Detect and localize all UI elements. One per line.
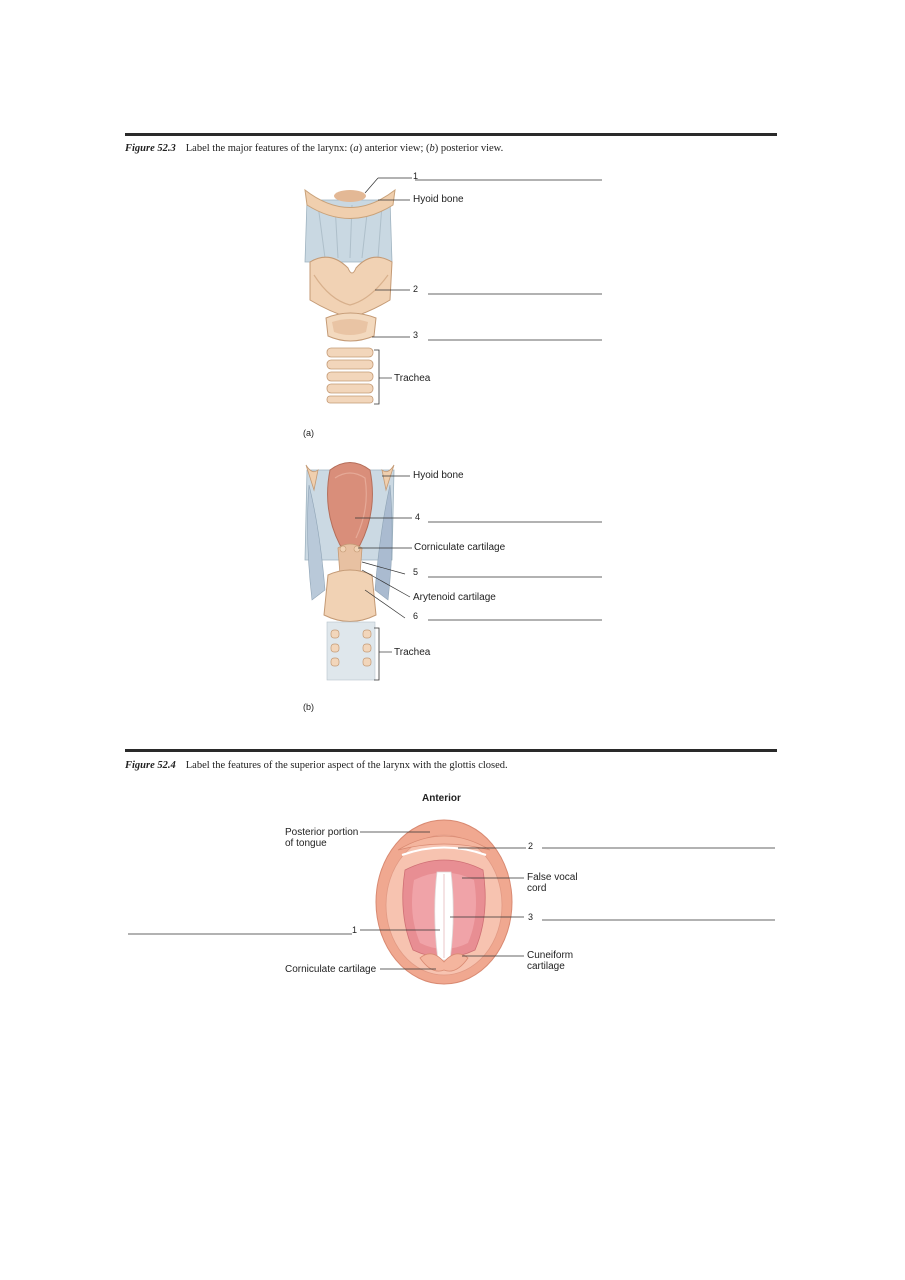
label-posterior-portion-of-tongue: Posterior portion of tongue (285, 827, 359, 849)
blank-2-number: 2 (413, 284, 419, 294)
blank-1-number: 1 (413, 171, 419, 181)
larynx-superior-illustration (128, 820, 775, 984)
label-corniculate-cartilage-posterior: Corniculate cartilage (414, 542, 506, 553)
label-trachea-anterior: Trachea (394, 373, 431, 384)
panel-a-label: (a) (303, 428, 314, 438)
label-arytenoid-cartilage: Arytenoid cartilage (413, 592, 496, 603)
larynx-posterior-illustration (305, 463, 602, 681)
figure-52-3-caption: Figure 52.3 Label the major features of the larynx: (a) anterior view; (b) posterior view. (125, 143, 504, 154)
blank-5-number: 5 (413, 567, 419, 577)
figure-52-4-number: Figure 52.4 (125, 760, 176, 771)
panel-b-label: (b) (303, 702, 314, 712)
label-cuneiform-cartilage: Cuneiform cartilage (527, 950, 574, 972)
blank-4-number: 4 (415, 512, 421, 522)
label-false-vocal-cord: False vocal cord (527, 872, 578, 894)
label-trachea-posterior: Trachea (394, 647, 431, 658)
figure-52-3-number: Figure 52.3 (125, 143, 176, 154)
top-rule-figure-52-4 (125, 749, 777, 752)
label-hyoid-bone-posterior: Hyoid bone (413, 470, 464, 481)
fig4-blank-2-number: 2 (528, 841, 534, 851)
label-hyoid-bone-anterior: Hyoid bone (413, 194, 464, 205)
larynx-anterior-illustration (305, 178, 602, 404)
label-corniculate-cartilage-superior: Corniculate cartilage (285, 964, 377, 975)
orientation-anterior: Anterior (422, 793, 461, 804)
figure-52-4-caption: Figure 52.4 Label the features of the superior aspect of the larynx with the glottis closed. (125, 760, 508, 771)
blank-3-number: 3 (413, 330, 419, 340)
fig4-blank-3-number: 3 (528, 912, 534, 922)
fig4-blank-1-number: 1 (352, 925, 358, 935)
blank-6-number: 6 (413, 611, 419, 621)
